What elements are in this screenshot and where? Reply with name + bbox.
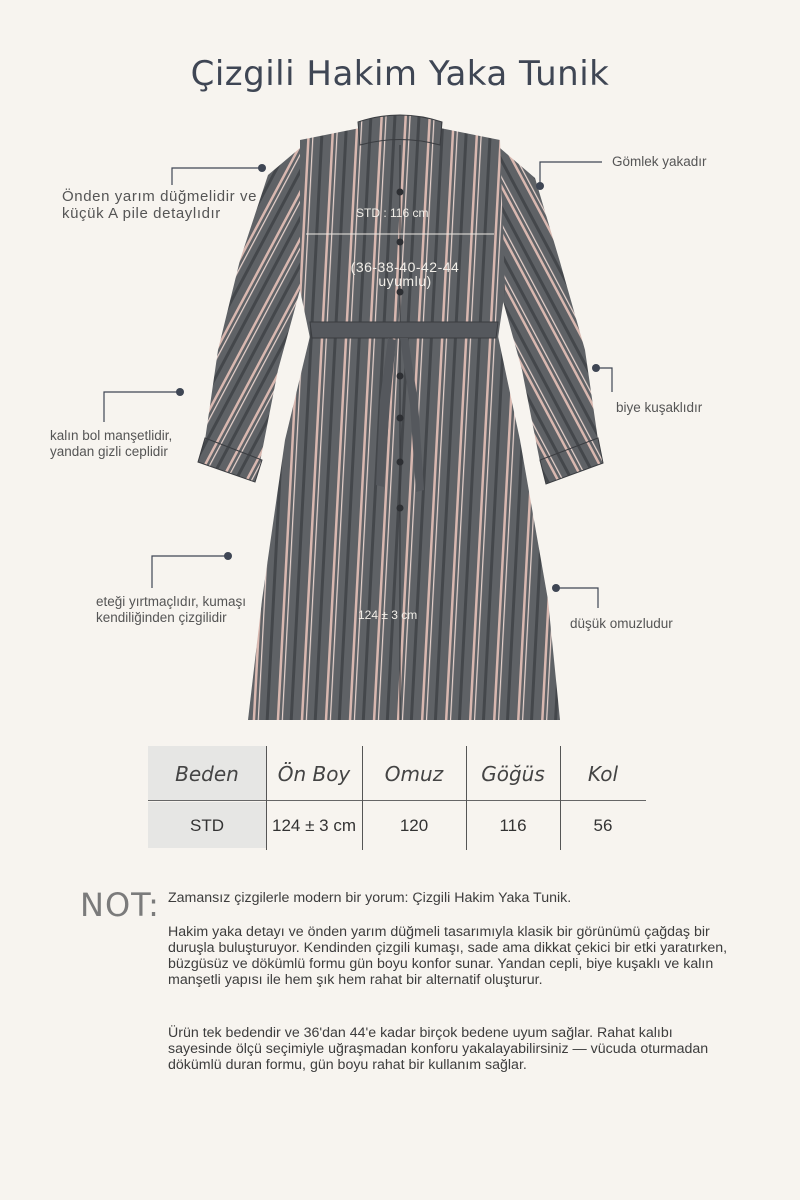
- size-table: [148, 746, 646, 850]
- page-title: Çizgili Hakim Yaka Tunik: [190, 54, 610, 94]
- chest-measurement: STD : 116 cm: [356, 206, 429, 220]
- bodice: [300, 128, 505, 338]
- right-sleeve: [500, 148, 598, 462]
- size-fit-note: (36-38-40-42-44 uyumlu): [350, 259, 460, 289]
- callout-collar: Gömlek yakadır: [612, 154, 707, 169]
- table-header-gogus: Göğüs: [481, 762, 545, 786]
- note-paragraph-1: Zamansız çizgilerle modern bir yorum: Çizgili Hakim Yaka Tunik.: [168, 890, 572, 906]
- callout-front-buttons: Önden yarım düğmelidir ve küçük A pile detaylıdır: [62, 188, 258, 222]
- callout-belt: biye kuşaklıdır: [616, 400, 703, 415]
- table-header-kol: Kol: [587, 762, 619, 786]
- note-paragraph-3: Ürün tek bedendir ve 36'dan 44'e kadar birçok bedene uyum sağlar. Rahat kalıbı sayesinde ölçü seçimiyle uğraşmadan konforu yakalayabilirsiniz — vücuda oturmadan dökümlü duran formu, gün boyu rahat bir kullanım sağlar.: [168, 1025, 709, 1073]
- table-cell-omuz: 120: [399, 816, 429, 835]
- skirt: [248, 336, 560, 720]
- belt: [310, 322, 498, 338]
- table-header-on-boy: Ön Boy: [277, 762, 351, 786]
- length-measurement: 124 ± 3 cm: [358, 608, 418, 622]
- callout-cuffs: kalın bol manşetlidir, yandan gizli ceplidir: [50, 428, 173, 459]
- callout-skirt: eteği yırtmaçlıdır, kumaşı kendiliğinden çizgilidir: [96, 594, 247, 625]
- table-header-beden: Beden: [175, 762, 239, 786]
- note-label: NOT:: [80, 886, 160, 924]
- table-cell-kol: 56: [593, 816, 613, 835]
- callout-shoulder: düşük omuzludur: [570, 616, 673, 631]
- table-cell-gogus: 116: [499, 816, 527, 835]
- table-cell-beden: STD: [190, 816, 224, 835]
- table-header-omuz: Omuz: [384, 762, 444, 786]
- table-cell-on-boy: 124 ± 3 cm: [272, 816, 356, 835]
- note-paragraph-2: Hakim yaka detayı ve önden yarım düğmeli tasarımıyla klasik bir görünümü çağdaş bir duruşla buluşturuyor. Kendinden çizgili kumaşı, sade ama dikkat çekici bir etki yaratırken, büzgüsüz ve dökümlü formu gün boyu konfor sunar. Yandan cepli, biye kuşaklı ve kalın manşetli yapısı ile hem şık hem rahat bir alternatif oluşturur.: [168, 924, 728, 988]
